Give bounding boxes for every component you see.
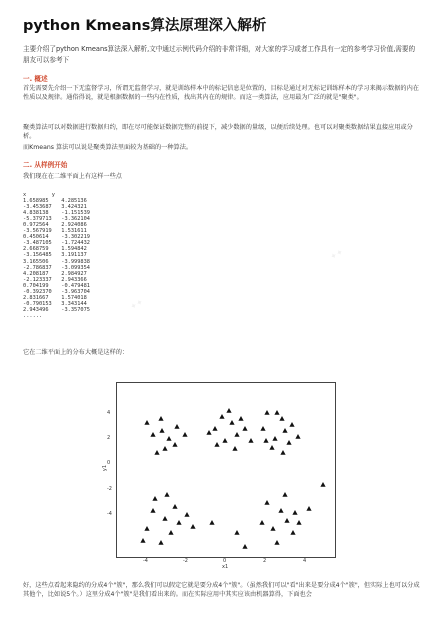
overview-paragraph-2: 聚类算法可以对数据进行数据归约，即在尽可能保证数据完整的前提下，减少数据的量级，以便后续处理。也可以对聚类数据结果直接应用或分析。 bbox=[23, 124, 413, 141]
scatter-marker bbox=[274, 410, 279, 415]
y-tick-label: 2 bbox=[107, 435, 111, 441]
example-paragraph-1: 我们现在在二维平面上有这样一些点 bbox=[23, 173, 122, 180]
scatter-marker bbox=[259, 520, 264, 525]
x-axis-label: x1 bbox=[222, 564, 229, 570]
scatter-marker bbox=[286, 440, 291, 445]
scatter-plot-svg bbox=[117, 383, 335, 557]
scatter-marker bbox=[226, 408, 231, 413]
scatter-marker bbox=[306, 506, 311, 511]
x-tick-label: -2 bbox=[183, 558, 188, 564]
point-row: 2.668759 1.594842 bbox=[23, 246, 87, 253]
overview-paragraph-3: 而Kmeans 算法可以说是聚类算法里面较为基础的一种算法。 bbox=[23, 144, 193, 151]
y-tick-label: 4 bbox=[107, 410, 111, 416]
point-row: 4.838138 -1.151539 bbox=[23, 210, 90, 217]
scatter-marker bbox=[168, 530, 173, 535]
scatter-marker bbox=[232, 446, 237, 451]
y-tick-label: 0 bbox=[107, 460, 111, 466]
scatter-marker bbox=[280, 450, 285, 455]
scatter-marker bbox=[152, 496, 157, 501]
section-heading-overview: 一. 概述 bbox=[23, 75, 48, 83]
scatter-marker bbox=[184, 512, 189, 517]
scatter-marker bbox=[284, 518, 289, 523]
scatter-marker bbox=[150, 432, 155, 437]
point-row: -3.453687 3.424321 bbox=[23, 204, 87, 211]
scatter-marker bbox=[295, 434, 300, 439]
scatter-marker bbox=[269, 445, 274, 450]
scatter-marker bbox=[289, 422, 294, 427]
scatter-marker bbox=[176, 520, 181, 525]
point-row: 2.831667 1.574018 bbox=[23, 294, 87, 301]
scatter-marker bbox=[219, 414, 224, 419]
y-tick-label: -2 bbox=[107, 486, 112, 492]
scatter-marker bbox=[292, 510, 297, 515]
page-title: python Kmeans算法原理深入解析 bbox=[23, 18, 267, 34]
intro-paragraph: 主要介绍了python Kmeans算法深入解析,文中通过示例代码介绍的非常详细，对大家的学习或者工作具有一定的参考学习价值,需要的朋友可以参考下 bbox=[23, 45, 416, 64]
point-row: 0.972564 2.924086 bbox=[23, 222, 87, 229]
y-tick-label: -4 bbox=[107, 511, 112, 517]
points-header: x y bbox=[23, 192, 55, 198]
scatter-marker bbox=[278, 508, 283, 513]
scatter-marker bbox=[242, 544, 247, 549]
point-row: -3.156485 3.191137 bbox=[23, 252, 87, 259]
scatter-marker bbox=[158, 540, 163, 545]
scatter-marker bbox=[206, 430, 211, 435]
y-axis-label: y1 bbox=[102, 464, 109, 472]
scatter-marker bbox=[260, 426, 265, 431]
point-row: 2.943496 -3.357075 bbox=[23, 306, 90, 313]
scatter-marker bbox=[234, 432, 239, 437]
scatter-marker bbox=[222, 438, 227, 443]
scatter-marker bbox=[290, 530, 295, 535]
x-tick-label: 2 bbox=[263, 558, 267, 564]
point-row: ...... bbox=[23, 312, 43, 319]
scatter-plot bbox=[116, 382, 336, 558]
section-heading-example: 二. 从样例开始 bbox=[23, 161, 68, 169]
scatter-marker bbox=[174, 424, 179, 429]
scatter-marker bbox=[238, 416, 243, 421]
scatter-marker bbox=[166, 436, 171, 441]
scatter-marker bbox=[248, 438, 253, 443]
point-row: 0.450614 -3.302219 bbox=[23, 234, 90, 241]
scatter-marker bbox=[296, 520, 301, 525]
point-row: 0.704199 -0.479481 bbox=[23, 282, 90, 289]
point-row: 4.208187 2.984927 bbox=[23, 270, 87, 277]
scatter-marker bbox=[272, 436, 277, 441]
scatter-marker bbox=[264, 410, 269, 415]
overview-paragraph-1: 首先需要先介绍一下无监督学习，所谓无监督学习，就是训练样本中的标记信息是位置的，目标是通过对无标记训练样本的学习来揭示数据的内在性质以及规律。通俗得说，就是根据数据的一些内在性质，找出其内在的规律。而这一类算法，应用最为广泛的就是"聚类"。 bbox=[23, 85, 419, 102]
scatter-marker bbox=[144, 420, 149, 425]
scatter-marker bbox=[158, 416, 163, 421]
scatter-marker bbox=[209, 520, 214, 525]
scatter-marker bbox=[282, 428, 287, 433]
point-row: -3.487105 -1.724432 bbox=[23, 240, 90, 247]
scatter-marker bbox=[159, 428, 164, 433]
point-row: -0.790153 3.343144 bbox=[23, 300, 87, 307]
point-row: -2.123337 2.943366 bbox=[23, 276, 87, 283]
scatter-marker bbox=[214, 442, 219, 447]
point-row: 3.165506 -3.999838 bbox=[23, 258, 90, 265]
point-row: -5.379713 -3.362104 bbox=[23, 216, 90, 223]
scatter-marker bbox=[154, 450, 159, 455]
scatter-marker bbox=[164, 492, 169, 497]
point-row: -2.786837 -3.099354 bbox=[23, 264, 90, 271]
scatter-marker bbox=[150, 508, 155, 513]
x-tick-label: 4 bbox=[303, 558, 307, 564]
watermark: ✦✦ bbox=[128, 297, 145, 312]
scatter-marker bbox=[234, 530, 239, 535]
scatter-marker bbox=[172, 442, 177, 447]
x-tick-label: 0 bbox=[223, 558, 227, 564]
point-row: -3.567919 1.531611 bbox=[23, 228, 87, 235]
scatter-marker bbox=[279, 416, 284, 421]
example-paragraph-2: 它在二维平面上的分布大概是这样的： bbox=[23, 349, 129, 356]
scatter-marker bbox=[264, 500, 269, 505]
bottom-paragraph: 好，这些点看起来隐约的分成4个"簇"，那么我们可以假定它就是要分成4个"簇"。（虽然我们可以"看"出来是要分成4个"簇"，但实际上也可以分成其他个，比如说5个。）这里分成4个"簇"是我们看出来的。而在实际应用中其实应该由机器算得，下面也会 bbox=[23, 582, 420, 598]
scatter-marker bbox=[270, 526, 275, 531]
scatter-marker bbox=[140, 538, 145, 543]
points-list bbox=[23, 198, 90, 319]
points-listing bbox=[23, 192, 90, 319]
scatter-marker bbox=[263, 438, 268, 443]
point-row: -0.392370 -3.963704 bbox=[23, 288, 90, 295]
scatter-marker bbox=[162, 516, 167, 521]
scatter-marker bbox=[282, 492, 287, 497]
scatter-marker bbox=[212, 426, 217, 431]
scatter-marker bbox=[162, 446, 167, 451]
watermark: ✦✦ bbox=[328, 247, 345, 262]
x-tick-label: -4 bbox=[143, 558, 148, 564]
scatter-marker bbox=[242, 426, 247, 431]
scatter-marker bbox=[320, 482, 325, 487]
scatter-marker bbox=[144, 526, 149, 531]
scatter-marker bbox=[229, 420, 234, 425]
scatter-marker bbox=[172, 504, 177, 509]
point-row: 1.658985 4.285136 bbox=[23, 198, 87, 205]
scatter-marker bbox=[190, 524, 195, 529]
scatter-marker bbox=[274, 540, 279, 545]
scatter-marker bbox=[182, 432, 187, 437]
